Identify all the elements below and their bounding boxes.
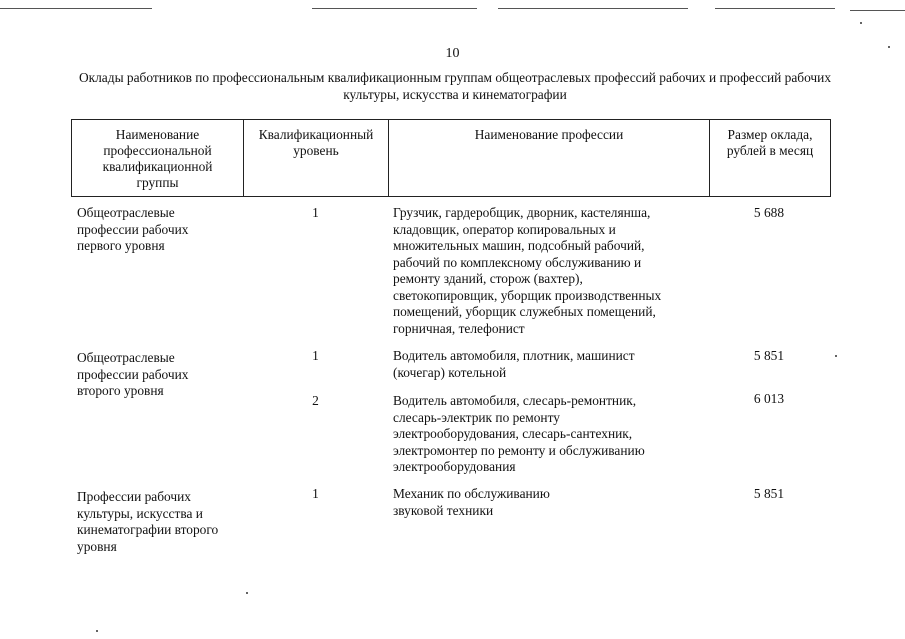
table-row-salary: 5 688 <box>753 205 785 220</box>
document-title: Оклады работников по профессиональным квалификационным группам общеотраслевых профессий рабочих и профессий рабочих культуры, искусства и кинематографии <box>78 70 832 102</box>
scan-edge-line <box>715 8 835 9</box>
scan-edge-line <box>850 10 905 11</box>
scan-edge-line <box>498 8 688 9</box>
table-row-profession: Грузчик, гардеробщик, дворник, кастелянша, кладовщик, оператор копировальных и множительных машин, подсобный рабочий, рабочий по комплексному обслуживанию и ремонту зданий, сторож (вахтер), светокопировщик, уборщик производственных помещений, уборщик служебных помещений, горничная, телефонист <box>393 205 662 336</box>
scan-speck <box>835 355 837 357</box>
table-row-level: 1 <box>312 348 319 363</box>
table-header <box>71 119 831 197</box>
table-row-salary: 5 851 <box>753 348 785 363</box>
scan-speck <box>96 630 98 632</box>
header-qualification-level: Квалификационный уровень <box>244 120 389 196</box>
table-row-salary: 5 851 <box>753 486 785 501</box>
table-row-profession: Водитель автомобиля, слесарь-ремонтник, слесарь-электрик по ремонту электрооборудования, слесарь-сантехник, электромонтер по ремонту и обслуживанию электрооборудования <box>393 393 645 474</box>
table-row-profession: Механик по обслуживанию звуковой техники <box>393 486 550 518</box>
page-number: 10 <box>445 46 460 61</box>
table-row-profession: Водитель автомобиля, плотник, машинист (кочегар) котельной <box>393 348 635 380</box>
table-row-level: 1 <box>312 486 319 501</box>
table-row-group: Общеотраслевые профессии рабочих второго уровня <box>77 350 189 398</box>
scan-speck <box>246 592 248 594</box>
scan-edge-line <box>0 8 152 9</box>
table-row-level: 1 <box>312 205 319 220</box>
table-row-group: Общеотраслевые профессии рабочих первого уровня <box>77 205 189 253</box>
header-salary: Размер оклада, рублей в месяц <box>726 127 814 158</box>
scan-edge-line <box>312 8 477 9</box>
table-row-salary: 6 013 <box>753 391 785 406</box>
scan-speck <box>860 22 862 24</box>
table-row-group: Профессии рабочих культуры, искусства и кинематографии второго уровня <box>77 489 219 554</box>
header-group-name: Наименование профессиональной квалификационной группы <box>72 120 244 196</box>
header-profession-name: Наименование профессии <box>389 120 710 196</box>
table-row-level: 2 <box>312 393 319 408</box>
